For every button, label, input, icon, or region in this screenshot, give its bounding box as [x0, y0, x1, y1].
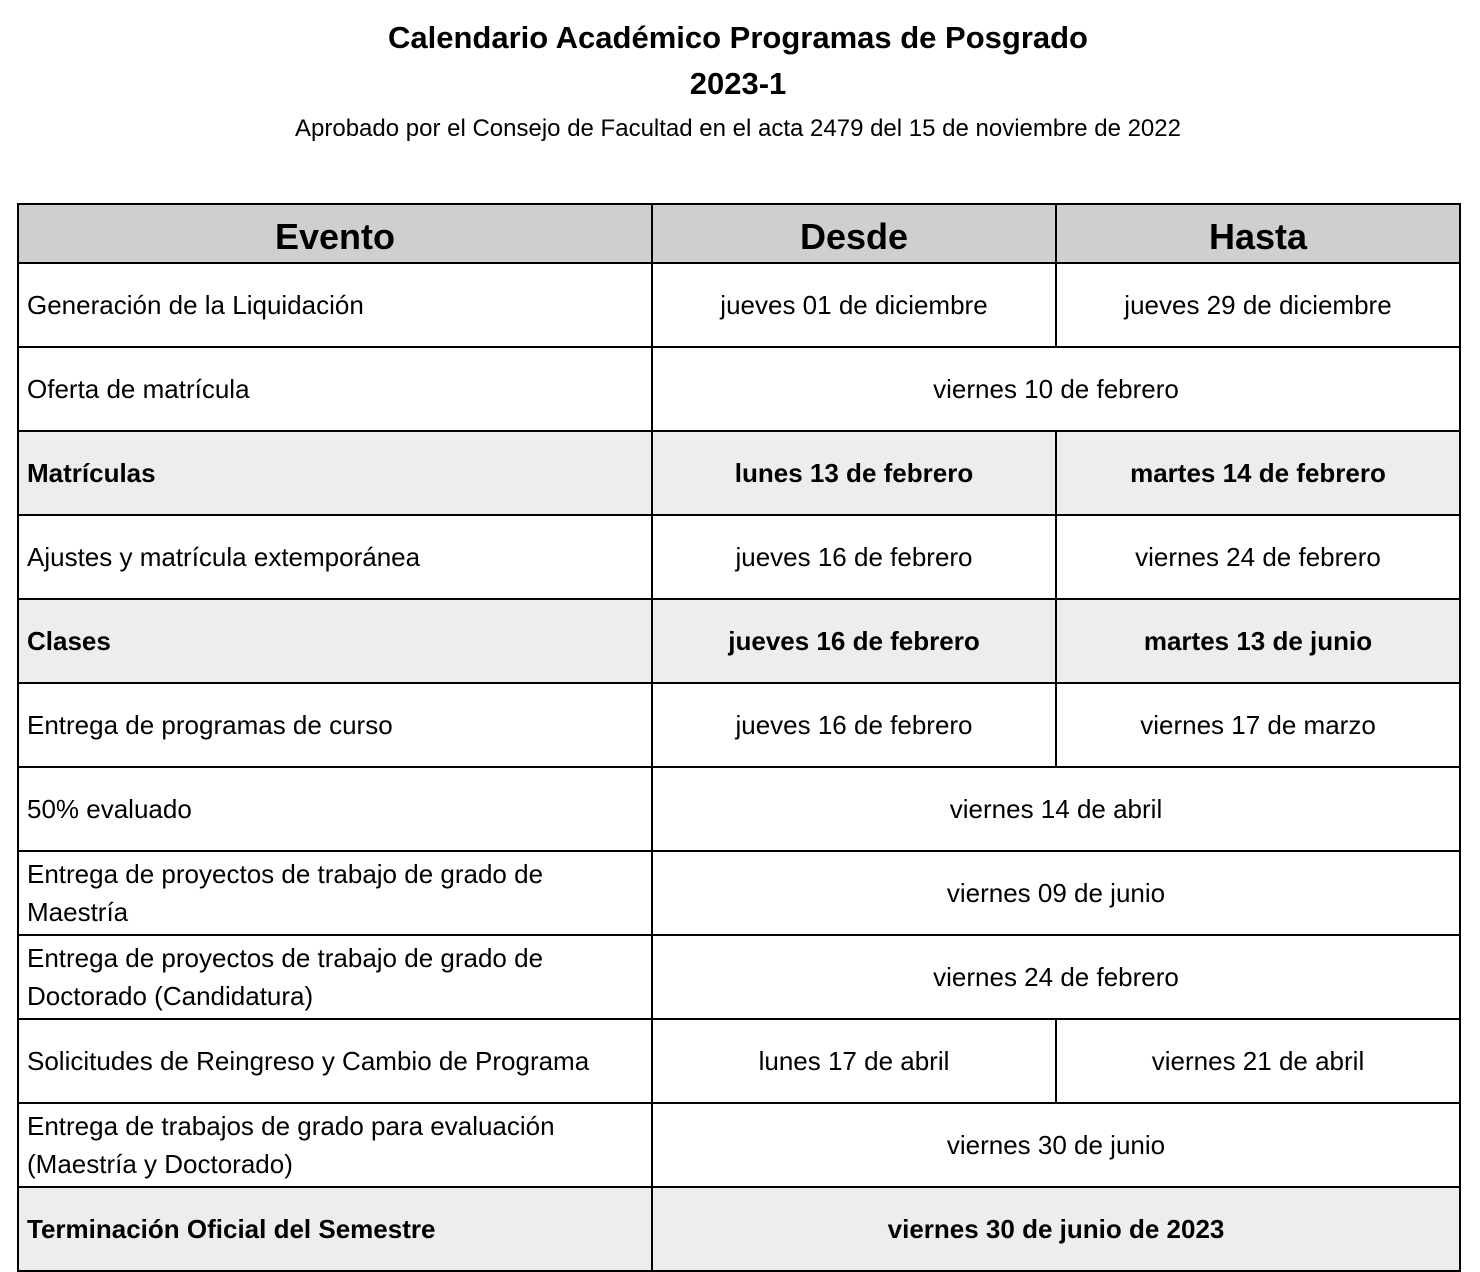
column-header-evento: Evento [18, 204, 652, 263]
table-row [18, 935, 1460, 1019]
cell-fecha: viernes 24 de febrero [652, 935, 1460, 1019]
page-title-period: 2023-1 [689, 66, 787, 101]
cell-fecha: viernes 30 de junio [652, 1103, 1460, 1187]
table-row [18, 515, 1460, 599]
page-title: Calendario Académico Programas de Posgrado [387, 20, 1088, 55]
cell-desde: jueves 16 de febrero [652, 515, 1056, 599]
column-header-desde: Desde [652, 204, 1056, 263]
cell-fecha: viernes 10 de febrero [652, 347, 1460, 431]
table-row [18, 1187, 1460, 1271]
cell-hasta: viernes 17 de marzo [1056, 683, 1460, 767]
cell-evento: Entrega de trabajos de grado para evaluación (Maestría y Doctorado) [18, 1103, 652, 1187]
cell-desde: jueves 01 de diciembre [652, 263, 1056, 347]
table-row [18, 851, 1460, 935]
cell-desde: jueves 16 de febrero [652, 683, 1056, 767]
cell-hasta: jueves 29 de diciembre [1056, 263, 1460, 347]
table-row [18, 1103, 1460, 1187]
cell-evento: Ajustes y matrícula extemporánea [18, 515, 652, 599]
table-row [18, 767, 1460, 851]
academic-calendar-table [17, 203, 1461, 1272]
table-row [18, 263, 1460, 347]
cell-evento: Oferta de matrícula [18, 347, 652, 431]
cell-desde: lunes 13 de febrero [652, 431, 1056, 515]
cell-evento: 50% evaluado [18, 767, 652, 851]
cell-fecha: viernes 09 de junio [652, 851, 1460, 935]
table-row [18, 431, 1460, 515]
cell-evento: Solicitudes de Reingreso y Cambio de Programa [18, 1019, 652, 1103]
table-row [18, 1019, 1460, 1103]
cell-evento: Generación de la Liquidación [18, 263, 652, 347]
column-header-hasta: Hasta [1056, 204, 1460, 263]
page-subtitle: Aprobado por el Consejo de Facultad en el acta 2479 del 15 de noviembre de 2022 [295, 115, 1181, 142]
cell-evento: Clases [18, 599, 652, 683]
cell-evento: Terminación Oficial del Semestre [18, 1187, 652, 1271]
table-header-row [18, 204, 1460, 263]
cell-hasta: viernes 21 de abril [1056, 1019, 1460, 1103]
cell-hasta: viernes 24 de febrero [1056, 515, 1460, 599]
cell-evento: Matrículas [18, 431, 652, 515]
table-row [18, 683, 1460, 767]
cell-desde: lunes 17 de abril [652, 1019, 1056, 1103]
cell-fecha: viernes 30 de junio de 2023 [652, 1187, 1460, 1271]
cell-evento: Entrega de proyectos de trabajo de grado de Doctorado (Candidatura) [18, 935, 652, 1019]
table-row [18, 347, 1460, 431]
table-row [18, 599, 1460, 683]
cell-hasta: martes 13 de junio [1056, 599, 1460, 683]
cell-fecha: viernes 14 de abril [652, 767, 1460, 851]
cell-desde: jueves 16 de febrero [652, 599, 1056, 683]
cell-evento: Entrega de proyectos de trabajo de grado de Maestría [18, 851, 652, 935]
cell-hasta: martes 14 de febrero [1056, 431, 1460, 515]
cell-evento: Entrega de programas de curso [18, 683, 652, 767]
